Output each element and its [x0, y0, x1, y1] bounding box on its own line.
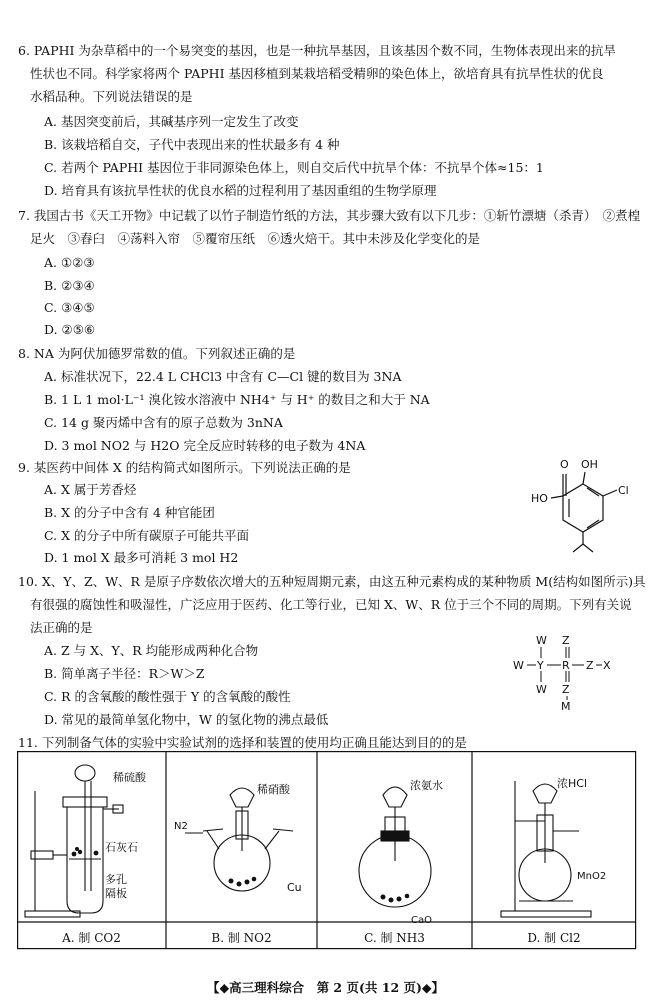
- q7-option-d: D. ②⑤⑥: [44, 322, 96, 337]
- b-n2-label: N2: [174, 821, 188, 832]
- hydroxyl-label: OH: [581, 458, 598, 471]
- apparatus-c: [359, 787, 431, 907]
- q6-stem-line3: 水稻品种。下列说法错误的是: [30, 89, 193, 104]
- q10-option-c: C. R 的含氧酸的酸性强于 Y 的含氧酸的酸性: [44, 689, 291, 704]
- carboxyl-ho-label: HO: [531, 492, 548, 505]
- q11-apparatus-table: [17, 751, 637, 950]
- q9-structure-figure: [525, 452, 635, 562]
- q6-option-c: C. 若两个 PAPHI 基因位于非同源染色体上，则自交后代中抗旱个体：不抗旱个体≈15：1: [44, 160, 544, 175]
- apparatus-d: [501, 781, 591, 917]
- q8-option-a: A. 标准状况下，22.4 L CHCl3 中含有 C—Cl 键的数目为 3NA: [44, 369, 402, 384]
- b-acid-label: 稀硝酸: [257, 783, 290, 796]
- q10-option-b: B. 简单离子半径：R＞W＞Z: [44, 666, 205, 681]
- a-limestone-label: 石灰石: [105, 841, 138, 854]
- page-footer: 【◆高三理科综合 第 2 页(共 12 页)◆】: [206, 980, 445, 995]
- apparatus-b: [185, 788, 293, 891]
- z-bottom-label: Z: [562, 683, 570, 696]
- a-plate-label-2: 隔板: [105, 887, 127, 900]
- carbonyl-o-label: O: [560, 458, 569, 471]
- chlorine-label: Cl: [618, 484, 629, 497]
- q8-option-b: B. 1 L 1 mol·L⁻¹ 溴化铵水溶液中 NH4⁺ 与 H⁺ 的数目之和大于 NA: [44, 392, 430, 407]
- z-top-label: Z: [562, 634, 570, 647]
- q8-stem: 8. NA 为阿伏加德罗常数的值。下列叙述正确的是: [18, 346, 296, 361]
- q7-stem-line2: 足火 ③舂臼 ④荡料入帘 ⑤覆帘压纸 ⑥透火焙干。其中未涉及化学变化的是: [30, 231, 481, 246]
- cao-pieces: [381, 894, 410, 903]
- q8-option-c: C. 14 g 聚丙烯中含有的原子总数为 3nNA: [44, 415, 283, 430]
- w-left-label: W: [513, 659, 524, 672]
- q6-option-b: B. 该栽培稻自交，子代中表现出来的性状最多有 4 种: [44, 137, 340, 152]
- x-label: X: [603, 659, 611, 672]
- c-cao-label: CaO: [411, 915, 432, 926]
- q9-stem: 9. 某医药中间体 X 的结构简式如图所示。下列说法正确的是: [18, 460, 351, 475]
- b-cu-label: Cu: [287, 881, 302, 894]
- q11-stem: 11. 下列制备气体的实验中实验试剂的选择和装置的使用均正确且能达到目的的是: [18, 735, 467, 750]
- q6-option-d: D. 培育具有该抗旱性状的优良水稻的过程利用了基因重组的生物学原理: [44, 183, 437, 198]
- w-top-label: W: [536, 634, 547, 647]
- y-label: Y: [537, 659, 544, 672]
- q6-stem-line1: 6. PAPHI 为杂草稻中的一个易突变的基因，也是一种抗旱基因，且该基因个数不同，生物体表现出来的抗旱: [18, 43, 616, 58]
- caption-d: D. 制 Cl2: [527, 931, 581, 945]
- m-label: M: [561, 700, 571, 710]
- q10-stem-line1: 10. X、Y、Z、W、R 是原子序数依次增大的五种短周期元素，由这五种元素构成的某种物质 M(结构如图所示)具: [18, 574, 646, 589]
- w-bottom-label: W: [536, 683, 547, 696]
- a-acid-label: 稀硫酸: [113, 771, 146, 784]
- q8-option-d: D. 3 mol NO2 与 H2O 完全反应时转移的电子数为 4NA: [44, 438, 366, 453]
- c-ammonia-label: 浓氨水: [410, 779, 443, 792]
- q10-structure-figure: [505, 630, 615, 710]
- q9-option-a: A. X 属于芳香烃: [44, 482, 137, 497]
- q7-option-a: A. ①②③: [44, 255, 95, 270]
- q7-stem-line1: 7. 我国古书《天工开物》中记载了以竹子制造竹纸的方法，其步骤大致有以下几步：①斩竹漂塘（杀青） ②煮楻: [18, 208, 641, 223]
- caption-a: A. 制 CO2: [62, 931, 121, 945]
- q10-option-d: D. 常见的最简单氢化物中，W 的氢化物的沸点最低: [44, 712, 329, 727]
- d-mno2-label: MnO2: [577, 871, 607, 882]
- z-right-label: Z: [586, 659, 594, 672]
- q6-option-a: A. 基因突变前后，其碱基序列一定发生了改变: [44, 114, 299, 129]
- q6-stem-line2: 性状也不同。科学家将两个 PAPHI 基因移植到某栽培稻受精卵的染色体上，欲培育具有抗旱性状的优良: [30, 66, 604, 81]
- q7-option-b: B. ②③④: [44, 278, 95, 293]
- q10-option-a: A. Z 与 X、Y、R 均能形成两种化合物: [44, 643, 259, 658]
- copper-pieces: [229, 877, 257, 887]
- q10-stem-line2: 有很强的腐蚀性和吸湿性，广泛应用于医药、化工等行业，已知 X、W、R 位于三个不同的周期。下列有关说: [30, 597, 632, 612]
- q7-option-c: C. ③④⑤: [44, 300, 95, 315]
- caption-c: C. 制 NH3: [364, 931, 425, 945]
- q9-option-b: B. X 的分子中含有 4 种官能团: [44, 505, 215, 520]
- caption-b: B. 制 NO2: [211, 931, 272, 945]
- d-hcl-label: 浓HCl: [557, 777, 588, 790]
- a-plate-label-1: 多孔: [105, 873, 127, 886]
- q10-stem-line3: 法正确的是: [30, 620, 93, 635]
- r-label: R: [562, 659, 570, 672]
- q9-option-d: D. 1 mol X 最多可消耗 3 mol H2: [44, 550, 239, 565]
- q9-option-c: C. X 的分子中所有碳原子可能共平面: [44, 528, 249, 543]
